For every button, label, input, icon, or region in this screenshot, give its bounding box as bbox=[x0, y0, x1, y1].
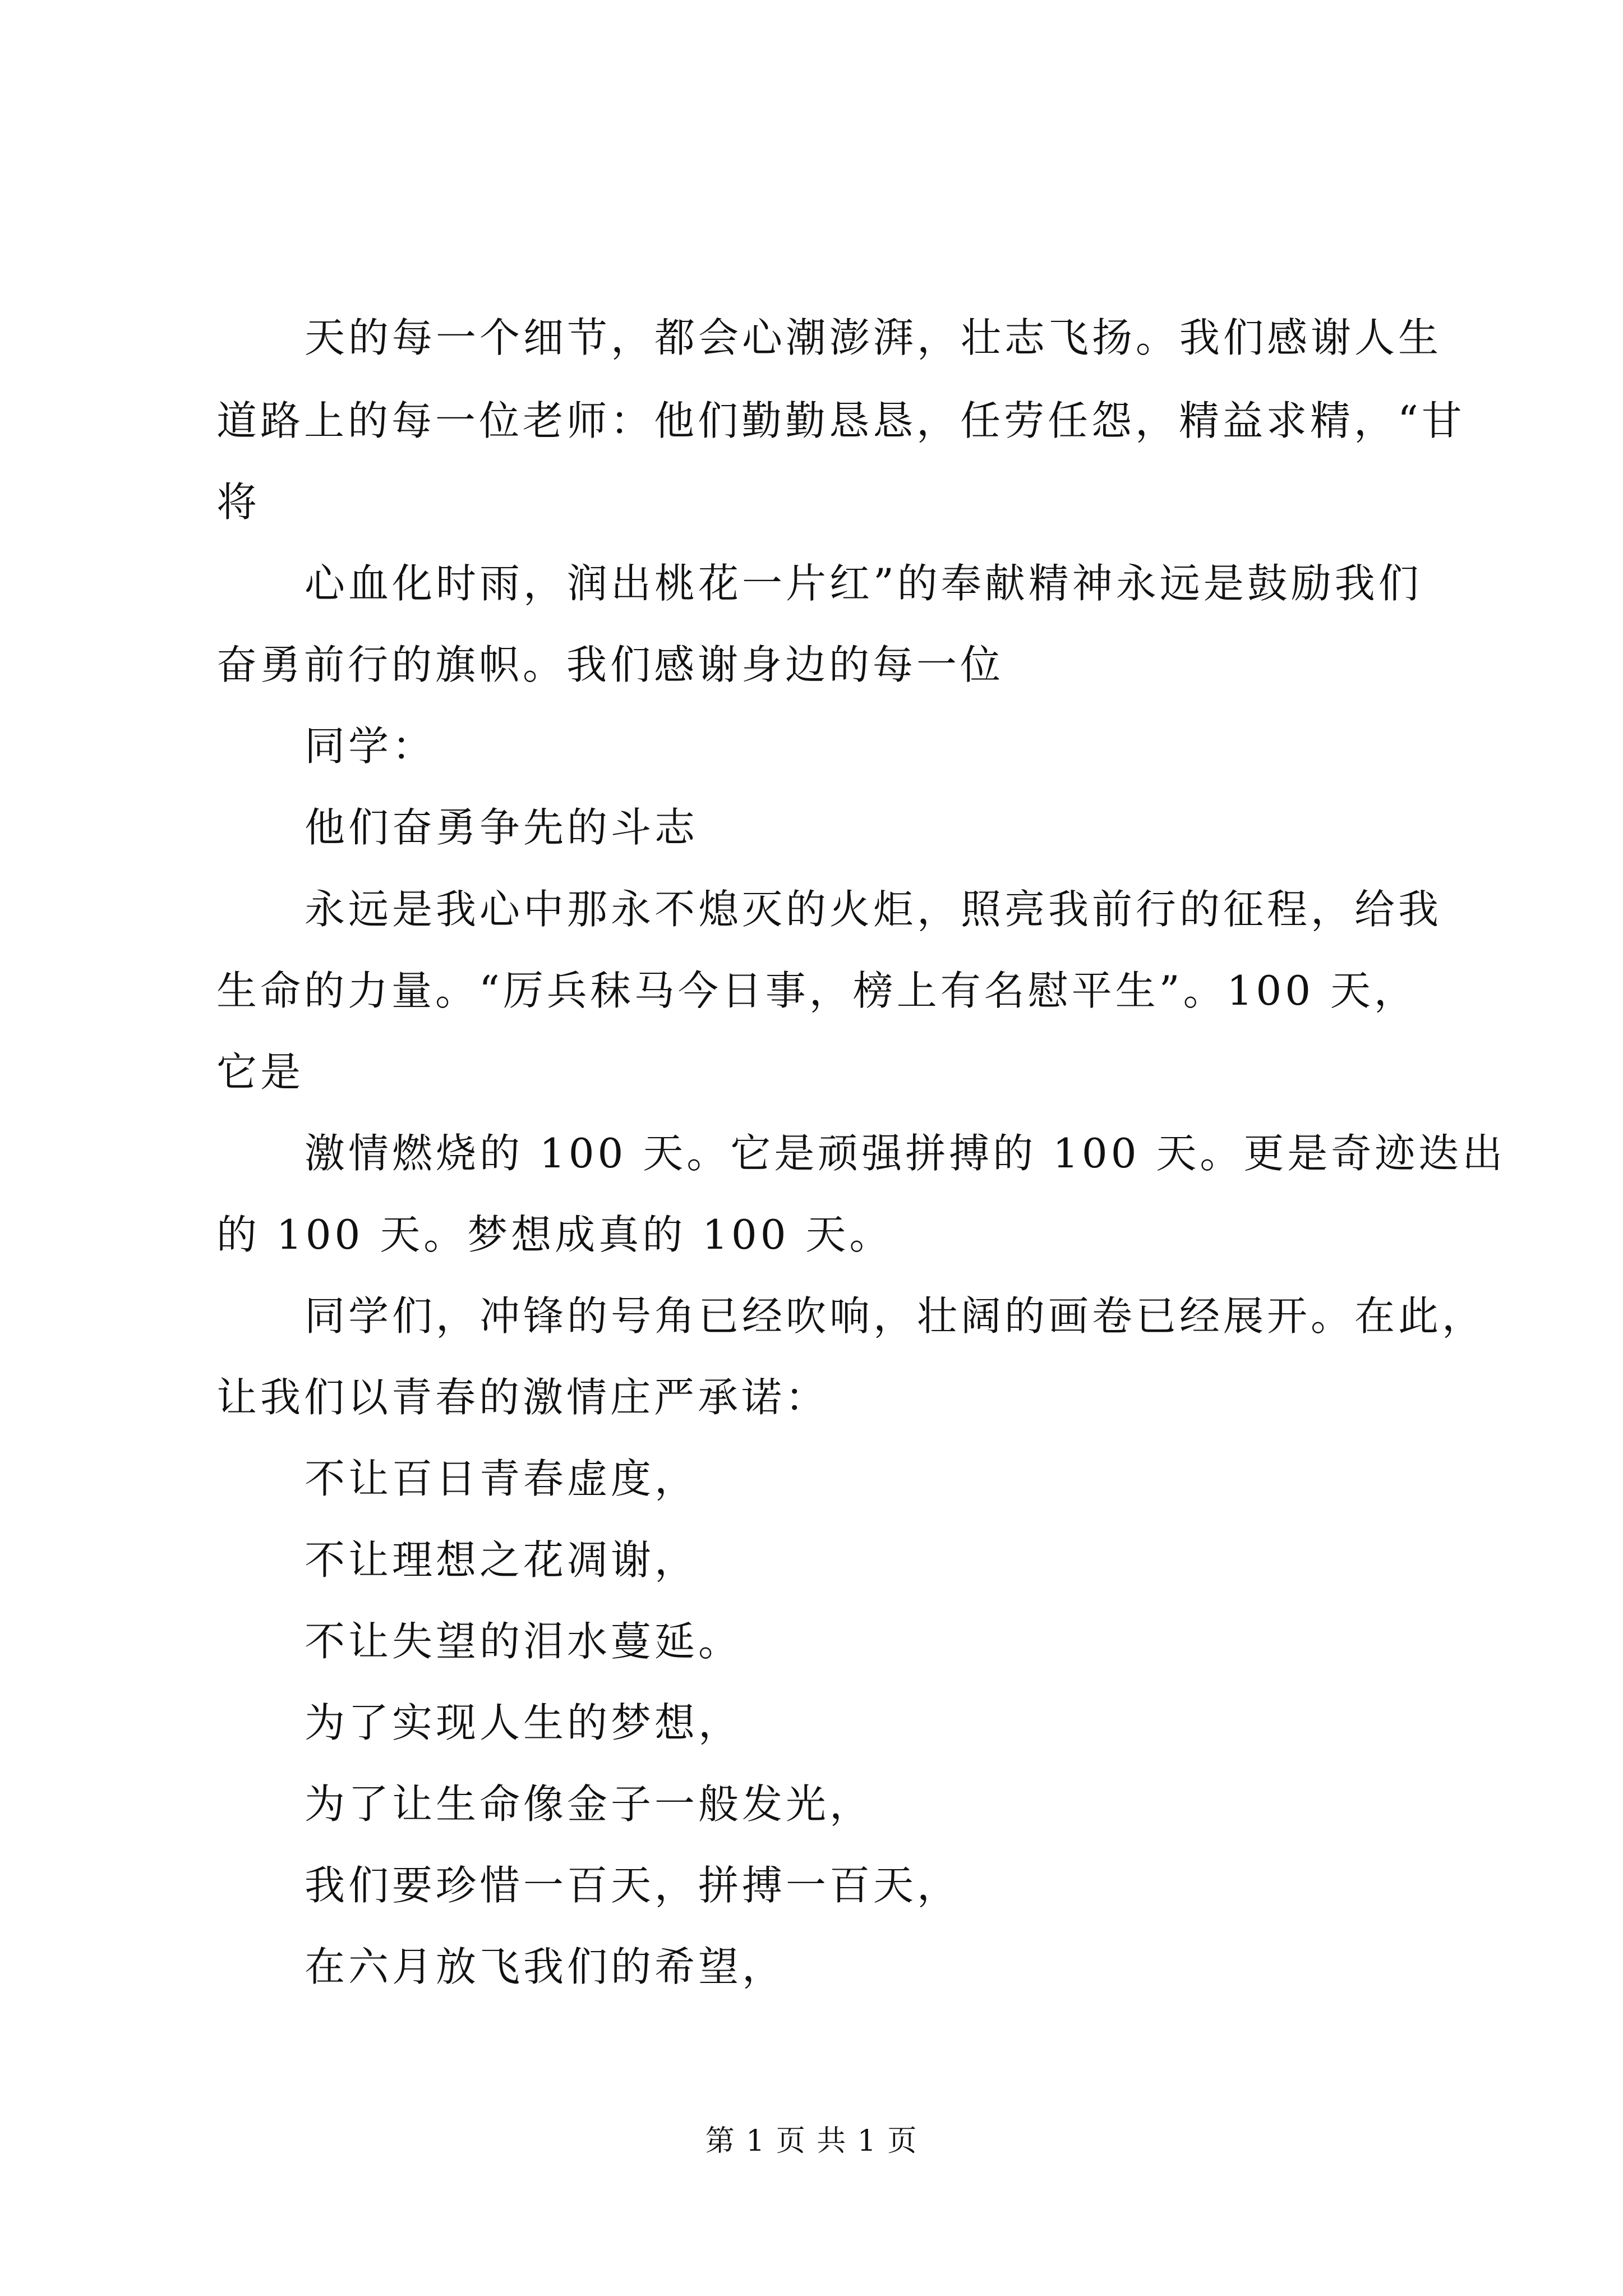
text-line: 它是 bbox=[216, 1048, 305, 1096]
text-line: 生命的力量。“厉兵秣马今日事，榜上有名慰平生”。100 天， bbox=[216, 967, 1418, 1014]
text-line: 天的每一个细节，都会心潮澎湃，壮志飞扬。我们感谢人生 bbox=[305, 314, 1442, 361]
text-line: 不让理想之花凋谢， bbox=[305, 1536, 699, 1584]
text-line: 我们要珍惜一百天，拼搏一百天， bbox=[305, 1862, 961, 1909]
text-line: 他们奋勇争先的斗志 bbox=[305, 804, 699, 851]
text-line: 道路上的每一位老师：他们勤勤恳恳，任劳任怨，精益求精，“甘 bbox=[216, 397, 1465, 444]
text-line: 永远是我心中那永不熄灭的火炬，照亮我前行的征程，给我 bbox=[305, 886, 1442, 933]
text-line: 为了实现人生的梦想， bbox=[305, 1699, 743, 1746]
text-line: 同学： bbox=[305, 723, 436, 770]
text-line: 在六月放飞我们的希望， bbox=[305, 1943, 786, 1990]
text-line: 不让失望的泪水蔓延。 bbox=[305, 1618, 743, 1665]
text-line: 不让百日青春虚度， bbox=[305, 1455, 699, 1502]
text-line: 将 bbox=[216, 478, 261, 526]
page-number-footer: 第 1 页 共 1 页 bbox=[705, 2124, 918, 2158]
text-line: 激情燃烧的 100 天。它是顽强拼搏的 100 天。更是奇迹迭出 bbox=[305, 1130, 1506, 1177]
text-line: 为了让生命像金子一般发光， bbox=[305, 1780, 874, 1828]
text-line: 心血化时雨，润出桃花一片红”的奉献精神永远是鼓励我们 bbox=[305, 560, 1422, 607]
text-line: 同学们，冲锋的号角已经吹响，壮阔的画卷已经展开。在此， bbox=[305, 1292, 1486, 1340]
text-line: 的 100 天。梦想成真的 100 天。 bbox=[216, 1211, 893, 1258]
text-line: 让我们以青春的激情庄严承诺： bbox=[216, 1374, 829, 1421]
text-line: 奋勇前行的旗帜。我们感谢身边的每一位 bbox=[216, 641, 1004, 688]
